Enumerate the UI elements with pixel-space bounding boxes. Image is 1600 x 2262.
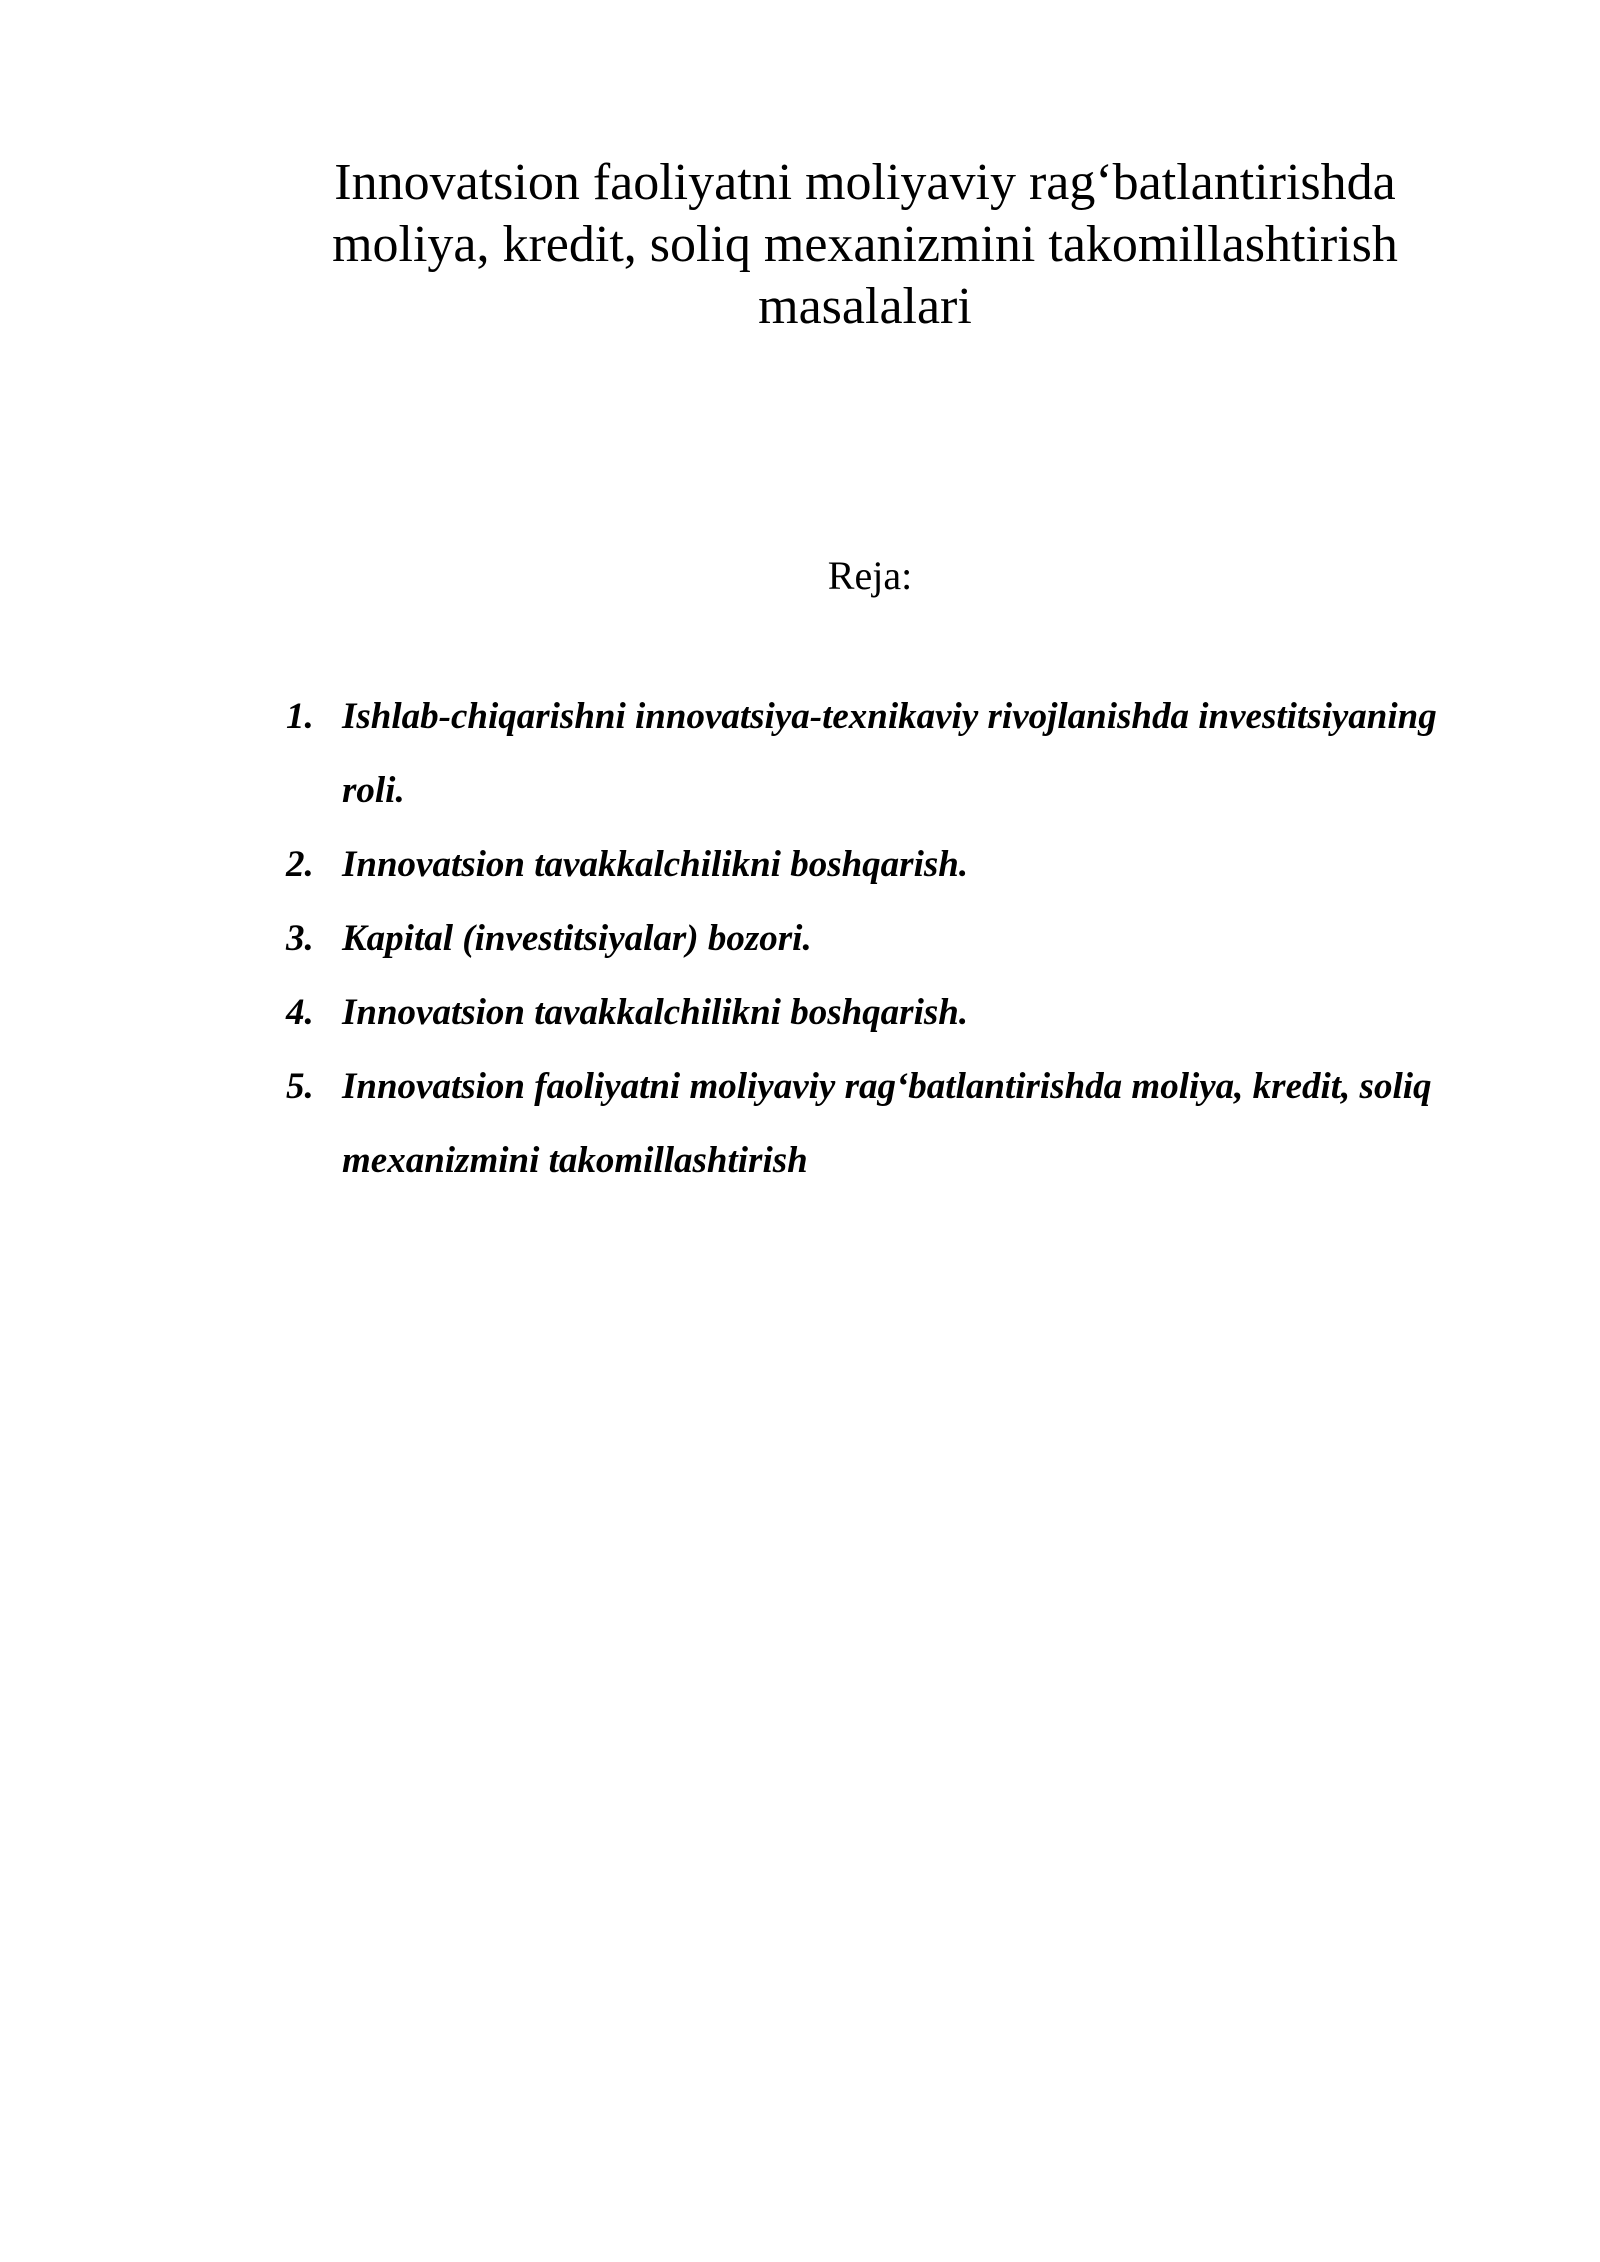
plan-item-text: Innovatsion tavakkalchilikni boshqarish. [342,844,969,885]
plan-item-text: Innovatsion tavakkalchilikni boshqarish. [342,992,969,1033]
plan-item-number: 4. [286,992,314,1033]
plan-item-1 [286,680,1466,828]
plan-item-number: 2. [286,844,314,885]
plan-item-text: Innovatsion faoliyatni moliyaviy rag‘batlantirishda moliya, kredit, soliq mexanizmini takomillashtirish [342,1066,1432,1181]
title-line: moliya, kredit, soliq mexanizmini takomillashtirish [332,216,1398,273]
plan-heading: Reja: [827,553,913,598]
plan-item-5 [286,1050,1466,1198]
title-line: Innovatsion faoliyatni moliyaviy rag‘batlantirishda [334,154,1396,211]
plan-item-text: Ishlab-chiqarishni innovatsiya-texnikaviy rivojlanishda investitsiyaning roli. [342,696,1437,811]
plan-list [286,680,1466,1198]
plan-item-text: Kapital (investitsiyalar) bozori. [342,918,812,959]
plan-item-number: 5. [286,1066,314,1107]
plan-item-number: 1. [286,696,314,737]
plan-item-2 [286,828,1466,902]
title-line: masalalari [758,278,972,335]
document-title [230,152,1500,338]
plan-item-number: 3. [286,918,314,959]
plan-item-4 [286,976,1466,1050]
plan-item-3 [286,902,1466,976]
